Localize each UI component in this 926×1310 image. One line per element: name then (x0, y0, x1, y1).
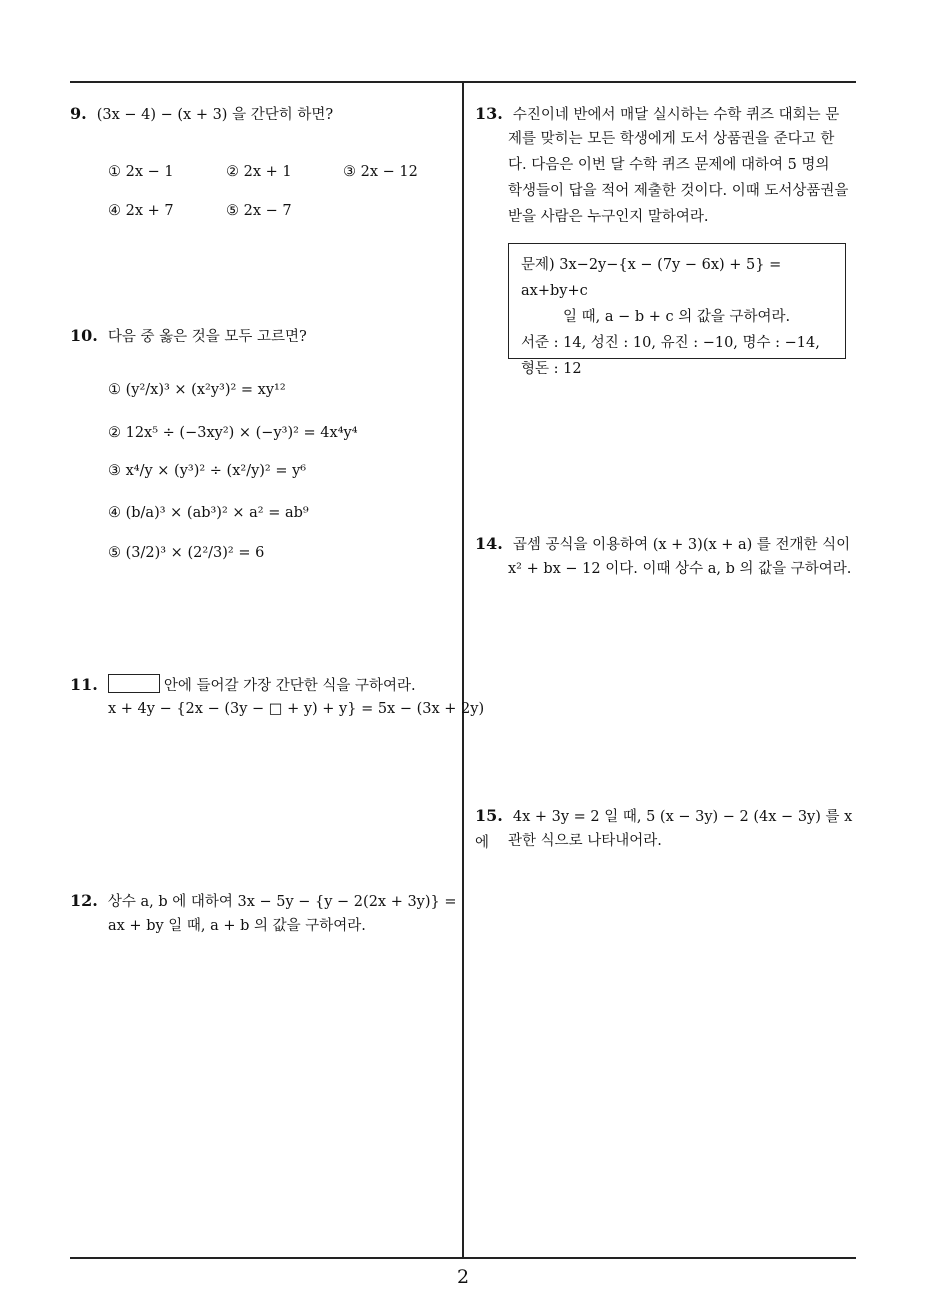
problem-number: 15. (475, 806, 503, 825)
problem-10 (70, 323, 307, 350)
choice-5: ⑤ 2x − 7 (226, 203, 292, 219)
choice-3: ③ 2x − 12 (343, 164, 418, 180)
option-3: ③ x⁴/y × (y³)² ÷ (x²/y)² = y⁶ (108, 463, 307, 479)
box-line-4: 형돈 : 12 (521, 361, 582, 377)
option-4: ④ (b/a)³ × (ab³)² × a² = ab⁹ (108, 505, 309, 521)
box-line-3: 서준 : 14, 성진 : 10, 유진 : −10, 명수 : −14, (521, 335, 820, 351)
problem-number: 14. (475, 534, 503, 553)
box-line-1: 문제) 3x−2y−{x − (7y − 6x) + 5} = ax+by+c (521, 257, 782, 299)
page-number: 2 (456, 1266, 470, 1288)
problem-stem: 안에 들어갈 가장 간단한 식을 구하여라. (163, 678, 416, 694)
column-divider (462, 82, 464, 1258)
box-line-2: 일 때, a − b + c 의 값을 구하여라. (563, 309, 791, 325)
problem-number: 12. (70, 891, 98, 910)
problem-line-2: 관한 식으로 나타내어라. (508, 833, 662, 849)
problem-14 (475, 531, 861, 558)
problem-number: 9. (70, 104, 87, 123)
problem-line-2: 제를 맞히는 모든 학생에게 도서 상품권을 준다고 한 (508, 131, 835, 147)
problem-stem: 다음 중 옳은 것을 모두 고르면? (107, 329, 307, 345)
option-2: ② 12x⁵ ÷ (−3xy²) × (−y³)² = 4x⁴y⁴ (108, 425, 358, 441)
problem-line-5: 받을 사람은 누구인지 말하여라. (508, 209, 709, 225)
problem-9 (70, 101, 333, 128)
problem-line-1: 곱셈 공식을 이용하여 (x + 3)(x + a) 를 전개한 식이 (512, 537, 851, 553)
bottom-rule (70, 1257, 856, 1259)
problem-line-2: ax + by 일 때, a + b 의 값을 구하여라. (108, 918, 366, 934)
problem-13 (475, 101, 861, 128)
problem-line-1: 4x + 3y = 2 일 때, 5 (x − 3y) − 2 (4x − 3y) 를 x 에 (475, 809, 853, 851)
problem-line-2: x² + bx − 12 이다. 이때 상수 a, b 의 값을 구하여라. (508, 561, 852, 577)
problem-number: 13. (475, 104, 503, 123)
option-1: ① (y²/x)³ × (x²y³)² = xy¹² (108, 382, 286, 398)
problem-11 (70, 672, 416, 699)
problem-number: 11. (70, 675, 98, 694)
option-5: ⑤ (3/2)³ × (2²/3)² = 6 (108, 545, 265, 561)
problem-line-3: 다. 다음은 이번 달 수학 퀴즈 문제에 대하여 5 명의 (508, 157, 830, 173)
answer-blank-box (108, 674, 160, 693)
problem-stem: (3x − 4) − (x + 3) 을 간단히 하면? (96, 107, 334, 123)
problem-line-4: 학생들이 답을 적어 제출한 것이다. 이때 도서상품권을 (508, 183, 849, 199)
choice-4: ④ 2x + 7 (108, 203, 174, 219)
problem-line-1: 상수 a, b 에 대하여 3x − 5y − {y − 2(2x + 3y)} = (107, 894, 457, 910)
equation: x + 4y − {2x − (3y − □ + y) + y} = 5x − (3x + 2y) (108, 701, 485, 717)
problem-line-1: 수진이네 반에서 매달 실시하는 수학 퀴즈 대회는 문 (512, 107, 840, 123)
quiz-question-box (508, 243, 846, 377)
choice-1: ① 2x − 1 (108, 164, 174, 180)
problem-12 (70, 888, 458, 915)
choice-2: ② 2x + 1 (226, 164, 292, 180)
problem-number: 10. (70, 326, 98, 345)
